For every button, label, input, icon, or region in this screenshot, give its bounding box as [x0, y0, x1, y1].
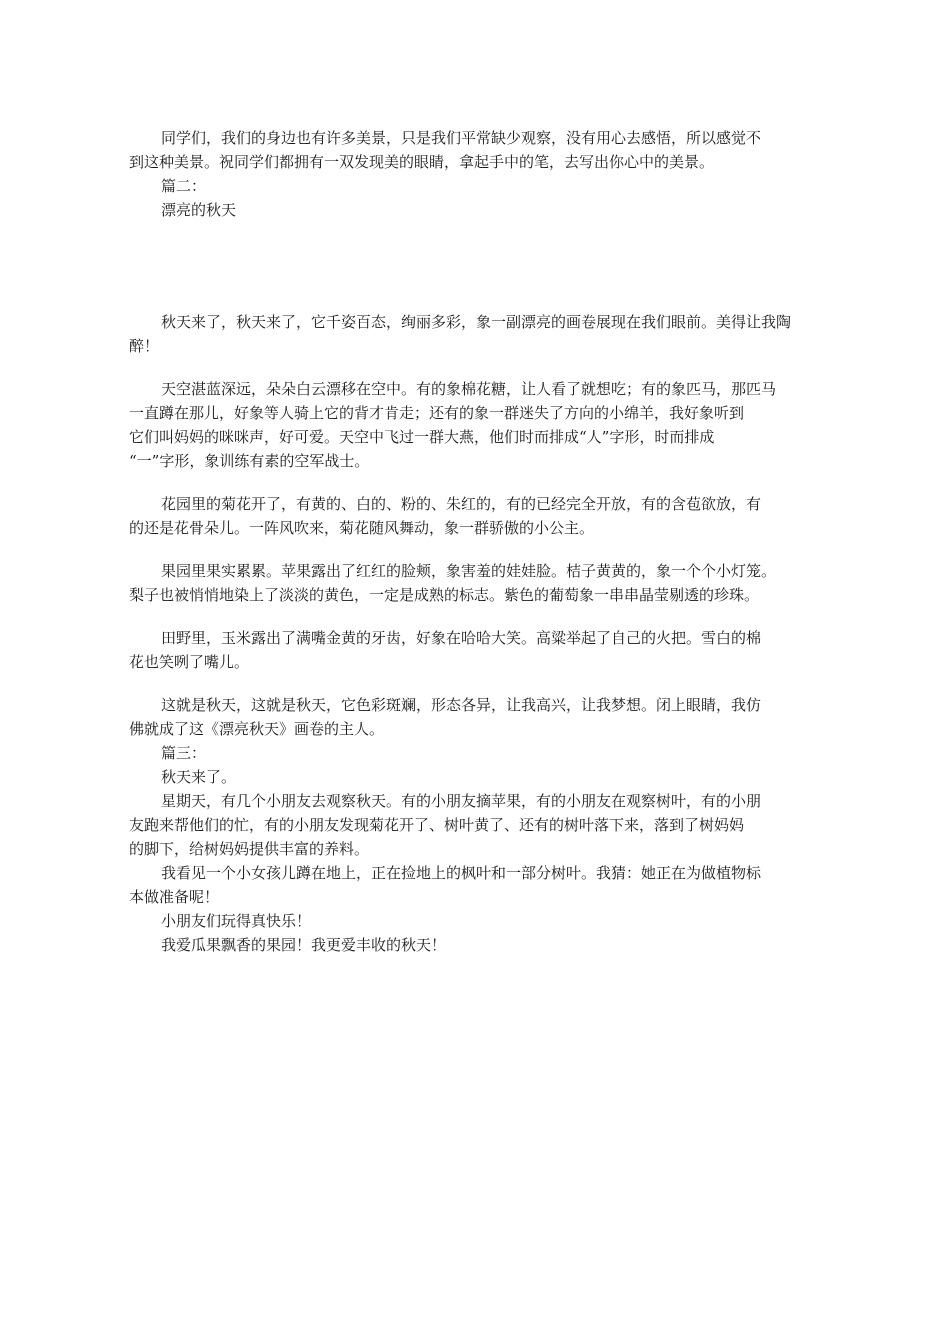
- spacer: [145, 222, 815, 310]
- text-line: 梨子也被悄悄地染上了淡淡的黄色，一定是成熟的标志。紫色的葡萄象一串串晶莹剔透的珍珠。: [129, 586, 760, 604]
- text-line: 小朋友们玩得真快乐！: [161, 912, 312, 930]
- paragraph: [145, 933, 815, 957]
- text-line: 的还是花骨朵儿。一阵风吹来，菊花随风舞动，象一群骄傲的小公主。: [129, 519, 595, 537]
- paragraph: [129, 861, 815, 909]
- section-title: 漂亮的秋天: [161, 201, 237, 219]
- text-line: 我看见一个小女孩儿蹲在地上，正在捡地上的枫叶和一部分树叶。我猜：她正在为做植物标: [161, 864, 762, 882]
- spacer: [145, 473, 815, 492]
- intro-paragraph: [129, 126, 815, 174]
- text-line: 友跑来帮他们的忙，有的小朋友发现菊花开了、树叶黄了、还有的树叶落下来，落到了树妈妈: [129, 816, 745, 834]
- text-line: 秋天来了，秋天来了，它千姿百态，绚丽多彩，象一副漂亮的画卷展现在我们眼前。美得让我陶: [161, 313, 792, 331]
- spacer: [145, 674, 815, 693]
- paragraph: [145, 909, 815, 933]
- spacer: [145, 540, 815, 559]
- text-line: “一”字形，象训练有素的空军战士。: [129, 452, 370, 470]
- spacer: [145, 358, 815, 377]
- text-line: 醉！: [129, 337, 160, 355]
- spacer: [145, 607, 815, 626]
- paragraph: [129, 789, 815, 861]
- text-line: 这就是秋天，这就是秋天，它色彩斑斓，形态各异，让我高兴，让我梦想。闭上眼睛，我仿: [161, 696, 762, 714]
- text-line: 到这种美景。祝同学们都拥有一双发现美的眼睛，拿起手中的笔，去写出你心中的美景。: [129, 153, 715, 171]
- paragraph: [129, 310, 815, 358]
- document-body: [129, 126, 815, 957]
- paragraph: [129, 492, 815, 540]
- paragraph: [129, 693, 815, 741]
- text-line: 一直蹲在那儿，好象等人骑上它的背才肯走；还有的象一群迷失了方向的小绵羊，我好象听到: [129, 404, 745, 422]
- paragraph: [129, 559, 815, 607]
- text-line: 田野里，玉米露出了满嘴金黄的牙齿，好象在哈哈大笑。高粱举起了自己的火把。雪白的棉: [161, 629, 762, 647]
- text-line: 花园里的菊花开了，有黄的、白的、粉的、朱红的，有的已经完全开放，有的含苞欲放，有: [161, 495, 762, 513]
- section-label: 篇三：: [161, 744, 207, 762]
- section-title: 秋天来了。: [161, 768, 237, 786]
- text-line: 佛就成了这《漂亮秋天》画卷的主人。: [129, 720, 385, 738]
- text-line: 花也笑咧了嘴儿。: [129, 653, 250, 671]
- section-label: 篇二：: [161, 177, 207, 195]
- text-line: 星期天，有几个小朋友去观察秋天。有的小朋友摘苹果，有的小朋友在观察树叶，有的小朋: [161, 792, 762, 810]
- paragraph: [129, 626, 815, 674]
- text-line: 本做准备呢！: [129, 888, 220, 906]
- paragraph: [129, 377, 815, 473]
- text-line: 它们叫妈妈的咪咪声，好可爱。天空中飞过一群大燕，他们时而排成“人”字形，时而排成: [129, 428, 715, 446]
- text-line: 的脚下，给树妈妈提供丰富的养料。: [129, 840, 370, 858]
- text-line: 我爱瓜果飘香的果园！我更爱丰收的秋天！: [161, 936, 447, 954]
- text-line: 果园里果实累累。苹果露出了红红的脸颊，象害羞的娃娃脸。桔子黄黄的，象一个个小灯笼。: [161, 562, 777, 580]
- text-line: 同学们，我们的身边也有许多美景，只是我们平常缺少观察，没有用心去感悟，所以感觉不: [161, 129, 762, 147]
- text-line: 天空湛蓝深远，朵朵白云漂移在空中。有的象棉花糖，让人看了就想吃；有的象匹马，那匹马: [161, 380, 777, 398]
